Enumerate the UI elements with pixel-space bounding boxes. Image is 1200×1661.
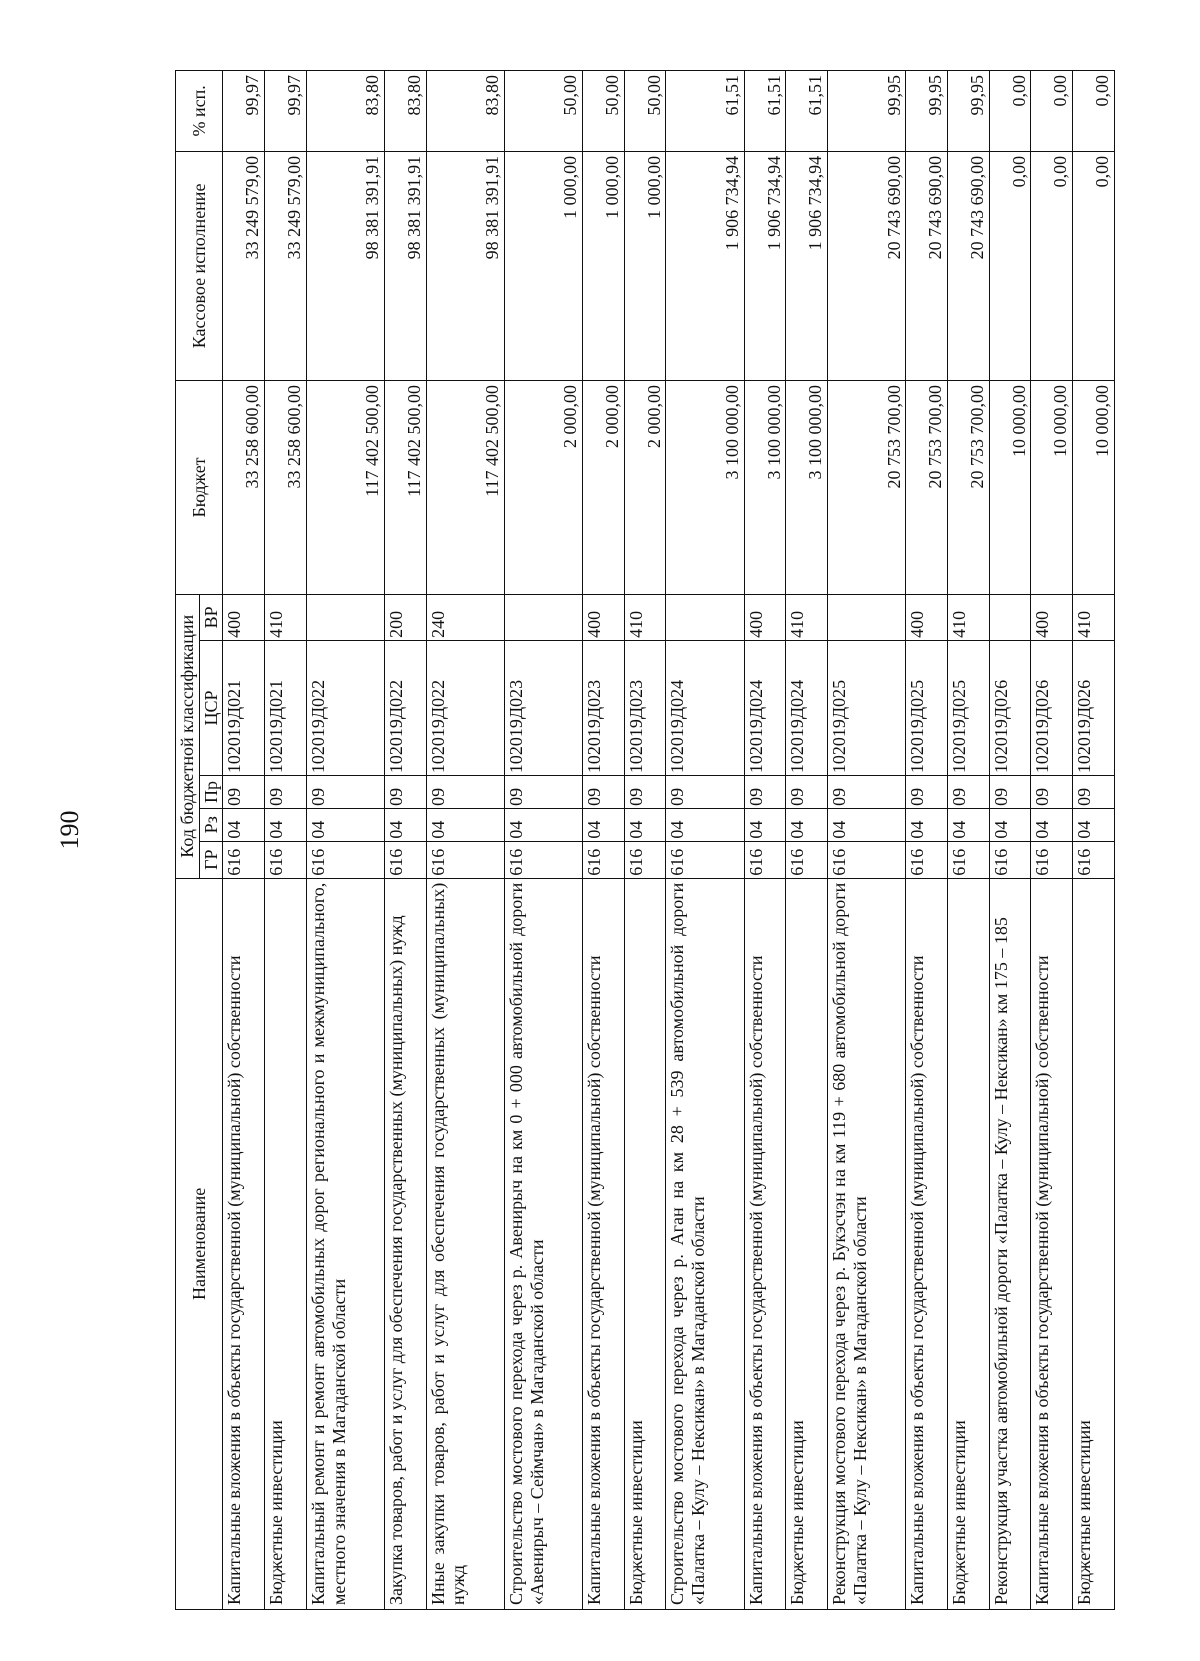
row-csr: 102019Д023 [624, 640, 666, 775]
table-row [504, 71, 582, 1610]
row-pr: 09 [744, 776, 786, 809]
row-cash: 98 381 391,91 [306, 151, 384, 380]
table-row [265, 71, 307, 1610]
header-csr: ЦСР [199, 640, 223, 775]
row-cash: 1 906 734,94 [786, 151, 828, 380]
row-name: Капитальные вложения в объекты государственной (муниципальной) собственности [744, 878, 786, 1609]
row-name: Бюджетные инвестиции [786, 878, 828, 1609]
row-cash: 20 743 690,00 [906, 151, 948, 380]
row-pr: 09 [583, 776, 625, 809]
row-vr: 410 [1073, 594, 1115, 640]
row-vr: 410 [786, 594, 828, 640]
table-row [306, 71, 384, 1610]
row-vr: 410 [265, 594, 307, 640]
row-csr: 102019Д024 [744, 640, 786, 775]
row-rz: 04 [744, 808, 786, 841]
row-budget: 3 100 000,00 [666, 381, 744, 595]
row-budget: 20 753 700,00 [828, 381, 906, 595]
row-pr: 09 [786, 776, 828, 809]
row-gr: 616 [306, 841, 384, 878]
row-pr: 09 [666, 776, 744, 809]
table-row [426, 71, 504, 1610]
row-rz: 04 [504, 808, 582, 841]
row-csr: 102019Д025 [947, 640, 989, 775]
row-csr: 102019Д021 [265, 640, 307, 775]
row-vr: 400 [1031, 594, 1073, 640]
table-row [989, 71, 1031, 1610]
row-gr: 616 [947, 841, 989, 878]
row-rz: 04 [1031, 808, 1073, 841]
row-name: Капитальные вложения в объекты государственной (муниципальной) собственности [1031, 878, 1073, 1609]
row-budget: 2 000,00 [624, 381, 666, 595]
header-name: Наименование [176, 878, 223, 1609]
row-pr: 09 [306, 776, 384, 809]
row-cash: 98 381 391,91 [384, 151, 426, 380]
header-code-group: Код бюджетной классификации [176, 594, 200, 878]
row-gr: 616 [426, 841, 504, 878]
row-rz: 04 [906, 808, 948, 841]
row-budget: 10 000,00 [989, 381, 1031, 595]
row-pct: 99,95 [906, 71, 948, 152]
row-gr: 616 [504, 841, 582, 878]
row-gr: 616 [223, 841, 265, 878]
table-header [176, 71, 223, 1610]
row-pct: 99,95 [947, 71, 989, 152]
row-rz: 04 [223, 808, 265, 841]
row-vr: 400 [583, 594, 625, 640]
table-body [223, 71, 1115, 1610]
header-rz: Рз [199, 808, 223, 841]
row-pr: 09 [1073, 776, 1115, 809]
row-budget: 33 258 600,00 [265, 381, 307, 595]
row-rz: 04 [828, 808, 906, 841]
header-budget: Бюджет [176, 381, 223, 595]
row-rz: 04 [583, 808, 625, 841]
row-cash: 20 743 690,00 [828, 151, 906, 380]
row-name: Капитальные вложения в объекты государственной (муниципальной) собственности [223, 878, 265, 1609]
row-vr [504, 594, 582, 640]
row-vr [989, 594, 1031, 640]
row-budget: 117 402 500,00 [306, 381, 384, 595]
row-vr [828, 594, 906, 640]
row-vr: 240 [426, 594, 504, 640]
row-name: Капитальный ремонт и ремонт автомобильных дорог регионального и межмуниципального, местного значения в Магаданской области [306, 878, 384, 1609]
row-vr: 200 [384, 594, 426, 640]
row-csr: 102019Д022 [384, 640, 426, 775]
row-csr: 102019Д022 [306, 640, 384, 775]
row-name: Бюджетные инвестиции [624, 878, 666, 1609]
row-budget: 2 000,00 [504, 381, 582, 595]
row-budget: 20 753 700,00 [906, 381, 948, 595]
row-vr [666, 594, 744, 640]
row-name: Реконструкция участка автомобильной дороги «Палатка – Кулу – Нексикан» км 175 – 185 [989, 878, 1031, 1609]
row-gr: 616 [624, 841, 666, 878]
row-rz: 04 [265, 808, 307, 841]
row-rz: 04 [947, 808, 989, 841]
table-row [223, 71, 265, 1610]
budget-table-sheet [175, 70, 1115, 1610]
row-cash: 1 906 734,94 [666, 151, 744, 380]
row-pct: 50,00 [583, 71, 625, 152]
row-gr: 616 [583, 841, 625, 878]
row-gr: 616 [828, 841, 906, 878]
row-budget: 3 100 000,00 [744, 381, 786, 595]
row-pct: 83,80 [306, 71, 384, 152]
row-name: Бюджетные инвестиции [265, 878, 307, 1609]
row-cash: 1 000,00 [583, 151, 625, 380]
row-csr: 102019Д024 [666, 640, 744, 775]
row-gr: 616 [786, 841, 828, 878]
header-vr: ВР [199, 594, 223, 640]
table-row [786, 71, 828, 1610]
row-cash: 98 381 391,91 [426, 151, 504, 380]
row-vr: 410 [947, 594, 989, 640]
row-cash: 33 249 579,00 [223, 151, 265, 380]
row-csr: 102019Д026 [1031, 640, 1073, 775]
row-pr: 09 [384, 776, 426, 809]
row-csr: 102019Д025 [828, 640, 906, 775]
row-name: Строительство мостового перехода через р. Авенирыч на км 0 + 000 автомобильной дороги «Авенирыч – Сеймчан» в Магаданской области [504, 878, 582, 1609]
header-pr: Пр [199, 776, 223, 809]
table-row [624, 71, 666, 1610]
table-row [1031, 71, 1073, 1610]
header-cash: Кассовое исполнение [176, 151, 223, 380]
table-row [947, 71, 989, 1610]
row-pr: 09 [223, 776, 265, 809]
row-vr: 400 [744, 594, 786, 640]
row-csr: 102019Д021 [223, 640, 265, 775]
row-vr: 410 [624, 594, 666, 640]
row-cash: 0,00 [1031, 151, 1073, 380]
row-rz: 04 [989, 808, 1031, 841]
budget-execution-table [175, 70, 1115, 1610]
row-pct: 0,00 [1031, 71, 1073, 152]
row-gr: 616 [744, 841, 786, 878]
row-pr: 09 [989, 776, 1031, 809]
row-csr: 102019Д025 [906, 640, 948, 775]
row-gr: 616 [989, 841, 1031, 878]
row-name: Реконструкция мостового перехода через р. Букэсчэн на км 119 + 680 автомобильной дороги «Палатка – Кулу – Нексикан» в Магаданской области [828, 878, 906, 1609]
row-cash: 1 906 734,94 [744, 151, 786, 380]
row-csr: 102019Д026 [989, 640, 1031, 775]
row-budget: 2 000,00 [583, 381, 625, 595]
row-budget: 117 402 500,00 [384, 381, 426, 595]
row-vr: 400 [223, 594, 265, 640]
row-vr: 400 [906, 594, 948, 640]
row-gr: 616 [384, 841, 426, 878]
row-pct: 83,80 [384, 71, 426, 152]
row-rz: 04 [306, 808, 384, 841]
row-vr [306, 594, 384, 640]
row-pct: 0,00 [1073, 71, 1115, 152]
row-rz: 04 [384, 808, 426, 841]
row-cash: 1 000,00 [504, 151, 582, 380]
row-rz: 04 [1073, 808, 1115, 841]
row-pr: 09 [624, 776, 666, 809]
table-row [744, 71, 786, 1610]
table-row [666, 71, 744, 1610]
row-name: Иные закупки товаров, работ и услуг для обеспечения государственных (муниципальных) нужд [426, 878, 504, 1609]
table-row [1073, 71, 1115, 1610]
row-rz: 04 [624, 808, 666, 841]
row-gr: 616 [666, 841, 744, 878]
row-pr: 09 [426, 776, 504, 809]
row-csr: 102019Д023 [583, 640, 625, 775]
row-rz: 04 [426, 808, 504, 841]
row-cash: 33 249 579,00 [265, 151, 307, 380]
row-name: Строительство мостового перехода через р. Аган на км 28 + 539 автомобильной дороги «Палатка – Кулу – Нексикан» в Магаданской области [666, 878, 744, 1609]
row-pct: 83,80 [426, 71, 504, 152]
table-row [583, 71, 625, 1610]
table-row [828, 71, 906, 1610]
row-budget: 3 100 000,00 [786, 381, 828, 595]
row-pct: 99,97 [223, 71, 265, 152]
table-row [384, 71, 426, 1610]
row-budget: 10 000,00 [1031, 381, 1073, 595]
row-pct: 50,00 [624, 71, 666, 152]
header-pct: % исп. [176, 71, 223, 152]
page-number: 190 [55, 810, 84, 850]
row-gr: 616 [906, 841, 948, 878]
row-pct: 61,51 [786, 71, 828, 152]
row-name: Закупка товаров, работ и услуг для обеспечения государственных (муниципальных) нужд [384, 878, 426, 1609]
row-name: Капитальные вложения в объекты государственной (муниципальной) собственности [583, 878, 625, 1609]
row-pr: 09 [906, 776, 948, 809]
row-pct: 99,95 [828, 71, 906, 152]
row-pr: 09 [504, 776, 582, 809]
row-cash: 1 000,00 [624, 151, 666, 380]
row-name: Бюджетные инвестиции [1073, 878, 1115, 1609]
row-pr: 09 [828, 776, 906, 809]
row-rz: 04 [666, 808, 744, 841]
row-cash: 0,00 [1073, 151, 1115, 380]
row-pct: 99,97 [265, 71, 307, 152]
row-csr: 102019Д024 [786, 640, 828, 775]
table-row [906, 71, 948, 1610]
row-cash: 20 743 690,00 [947, 151, 989, 380]
row-csr: 102019Д022 [426, 640, 504, 775]
row-budget: 20 753 700,00 [947, 381, 989, 595]
row-pr: 09 [1031, 776, 1073, 809]
row-pct: 50,00 [504, 71, 582, 152]
row-csr: 102019Д023 [504, 640, 582, 775]
row-gr: 616 [265, 841, 307, 878]
row-rz: 04 [786, 808, 828, 841]
row-csr: 102019Д026 [1073, 640, 1115, 775]
row-pct: 0,00 [989, 71, 1031, 152]
row-gr: 616 [1031, 841, 1073, 878]
row-cash: 0,00 [989, 151, 1031, 380]
row-pct: 61,51 [666, 71, 744, 152]
row-budget: 33 258 600,00 [223, 381, 265, 595]
row-gr: 616 [1073, 841, 1115, 878]
row-pr: 09 [947, 776, 989, 809]
row-name: Капитальные вложения в объекты государственной (муниципальной) собственности [906, 878, 948, 1609]
row-pct: 61,51 [744, 71, 786, 152]
row-name: Бюджетные инвестиции [947, 878, 989, 1609]
row-budget: 117 402 500,00 [426, 381, 504, 595]
row-pr: 09 [265, 776, 307, 809]
row-budget: 10 000,00 [1073, 381, 1115, 595]
header-gr: ГР [199, 841, 223, 878]
